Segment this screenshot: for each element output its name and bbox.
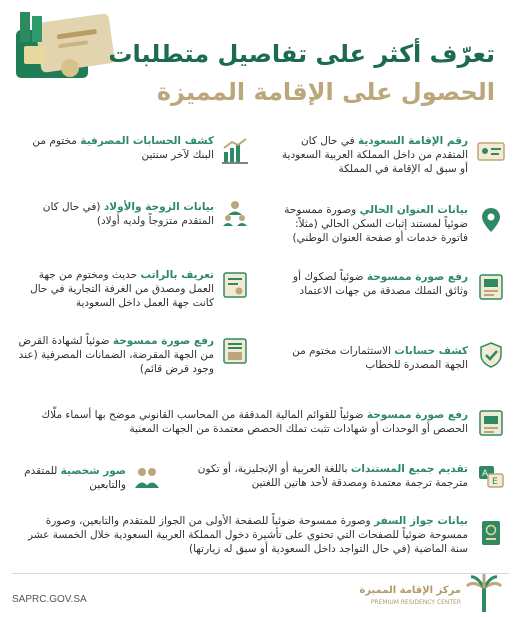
footer-divider (12, 573, 509, 574)
item-financial-statements: رفع صورة ممسوحة ضوئياً للقوائم المالية المدققة من المحاسب القانوني موضح بها أسماء ملّاك الحصص أو الوحدات أو شهادات تثبت تملك الحصص معتمدة من الجهات المعنية (41, 409, 468, 435)
item-family-data: بيانات الزوجة والأولاد (في حال كان المتقدم متزوجاً ولديه أولاد) (42, 201, 214, 227)
title-line-2: الحصول على الإقامة المميزة (156, 78, 495, 106)
header (0, 0, 521, 118)
id-card-icon (476, 136, 506, 166)
title-line-1: تعرّف أكثر على تفاصيل متطلبات (108, 40, 495, 68)
item-passport-data: بيانات جواز السفر وصورة ممسوحة ضوئياً للصفحة الأولى من الجواز للمتقدم والتابعين، وصورة ممسوحة ضوئياً للصفحات التي تحتوي على تأشيرة دخول المملكة العربية السعودية خلال الخمسة عشر سنة الماضية (في حال التواجد داخل السعودية أو سبق له زيارتها) (27, 515, 468, 555)
item-personal-photos: صور شخصية للمتقدم والتابعين (24, 465, 126, 491)
salary-certificate-icon (220, 270, 250, 300)
item-current-address: بيانات العنوان الحالي وصورة ممسوحة ضوئياً لمستند إثبات السكن الحالي (مثلاً: فاتورة خدمات أو صفحة العنوان الوطني) (284, 204, 468, 244)
website-url: SAPRC.GOV.SA (12, 594, 87, 605)
item-documents-language: تقديم جميع المستندات باللغة العربية أو الإنجليزية، أو تكون مترجمة ترجمة معتمدة ومصدقة لأحد هاتين اللغتين (197, 463, 468, 489)
deed-document-icon (476, 272, 506, 302)
item-deeds: رفع صورة ممسوحة ضوئياً لصكوك أو وثائق التملك مصدقة من جهات الاعتماد (293, 271, 468, 297)
bank-chart-icon (220, 136, 250, 166)
item-loan-certificate: رفع صورة ممسوحة ضوئياً لشهادة القرض من الجهة المقرضة، الضمانات المصرفية (عند وجود قرض قائم) (18, 335, 214, 375)
financial-statement-icon (476, 408, 506, 438)
residency-card-illustration (10, 8, 120, 96)
shield-check-icon (476, 340, 506, 370)
persons-icon (132, 462, 162, 492)
loan-document-icon (220, 336, 250, 366)
svg-text:E: E (492, 477, 498, 487)
location-icon (476, 205, 506, 235)
item-bank-statements: كشف الحسابات المصرفية مختوم من البنك لآخر سنتين (32, 135, 214, 161)
item-salary-letter: تعريف بالراتب حديث ومختوم من جهة العمل ومصدق من الغرفة التجارية في حال كانت جهة العمل داخل السعودية (30, 269, 214, 309)
item-investment-statements: كشف حسابات الاستثمارات مختوم من الجهة المصدرة للخطاب (292, 345, 468, 371)
passport-icon (476, 518, 506, 548)
palm-logo-icon (465, 574, 503, 614)
center-logo-subtext: PREMIUM RESIDENCY CENTER (370, 599, 461, 606)
family-icon (220, 198, 250, 228)
item-residency-number: رقم الإقامة السعودية في حال كان المتقدم من داخل المملكة العربية السعودية أو سبق له الإقامة في المملكة (281, 135, 468, 175)
svg-text:A: A (482, 469, 489, 479)
center-logo-text: مركز الإقامة المميزة (359, 585, 461, 596)
translate-icon (476, 462, 506, 492)
